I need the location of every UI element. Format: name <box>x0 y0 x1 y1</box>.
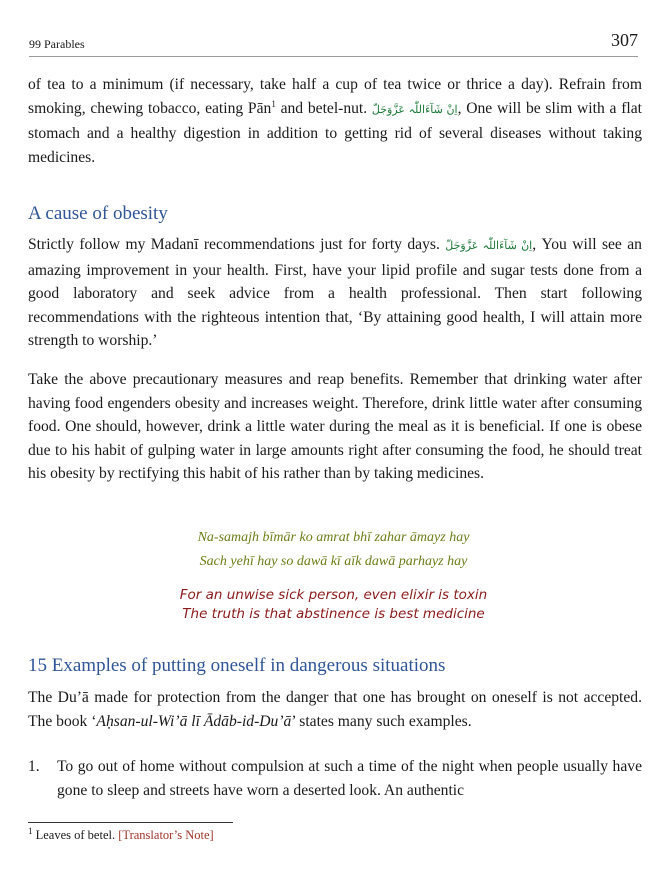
translator-note: [Translator’s Note] <box>118 828 214 842</box>
list-item-number: 1. <box>28 758 40 775</box>
intro-paragraph: of tea to a minimum (if necessary, take half a cup of tea twice or thrice a day). Refrain from smoking, chewing tobacco, eating Pān$^1$ and betel-nut. اِنْ شَآءَاللّٰہ عَزَّوَجَلّ, One will be slim with a flat stomach and a healthy digestion in addition to getting rid of several diseases without taking medicines. <box>28 76 642 166</box>
obesity-paragraph-1: Strictly follow my Madanī recommendations just for forty days. اِنْ شَآءَاللّٰہ عَزَّوَجَلّ, You will see an amazing improvement in your health. First, have your lipid profile and sugar tests done from a good laboratory and seek advice from a health professional. Then start following recommendations with the righteous intention that, ‘By attaining good health, I will attain more strength to worship.’ <box>28 236 642 349</box>
verse-translation-1: For an unwise sick person, even elixir is toxin <box>179 587 488 603</box>
list-item <box>28 755 642 802</box>
verse-line-2: Sach yehī hay so dawā kī aīk dawā parhayz hay <box>199 554 468 569</box>
verse-translation-2: The truth is that abstinence is best medicine <box>182 606 485 622</box>
footnote-ref: 1 <box>271 98 276 109</box>
example-list <box>28 755 642 802</box>
arabic-phrase: اِنْ شَآءَاللّٰہ عَزَّوَجَلّ <box>445 240 533 252</box>
book-title: 99 Parables <box>29 37 85 51</box>
verse-line-1: Na-samajh bīmār ko amrat bhī zahar āmayz hay <box>197 530 470 545</box>
section-heading-dangerous: 15 Examples of putting oneself in dangerous situations <box>28 655 446 676</box>
footnote-marker: 1 <box>28 825 33 836</box>
section-heading-obesity: A cause of obesity <box>28 203 168 224</box>
footnote: $^1$ Leaves of betel. [Translator’s Note] <box>28 825 214 842</box>
dangerous-paragraph: The Du’ā made for protection from the danger that one has brought on oneself is not accepted. The book ‘Aḥsan-ul-Wi’ā lī Ādāb-id-Du’ā’ states many such examples. <box>28 689 642 730</box>
footnote-divider <box>28 822 233 823</box>
list-item-text: To go out of home without compulsion at such a time of the night when people usually have gone to sleep and streets have worn a deserted look. An authentic <box>57 758 642 799</box>
book-reference: Aḥsan-ul-Wi’ā lī Ādāb-id-Du’ā <box>96 712 292 730</box>
arabic-phrase: اِنْ شَآءَاللّٰہ عَزَّوَجَلّ <box>371 103 458 116</box>
obesity-paragraph-2: Take the above precautionary measures and reap benefits. Remember that drinking water after having food engenders obesity and increases weight. Therefore, drink little water after consuming food. One should, however, drink a little water during the meal as it is beneficial. If one is obese due to his habit of gulping water in large amounts right after consuming the food, he should treat his obesity by rectifying this habit of his rather than by taking medicines. <box>28 371 642 482</box>
page-number: 307 <box>611 30 638 50</box>
page-header <box>29 30 638 57</box>
